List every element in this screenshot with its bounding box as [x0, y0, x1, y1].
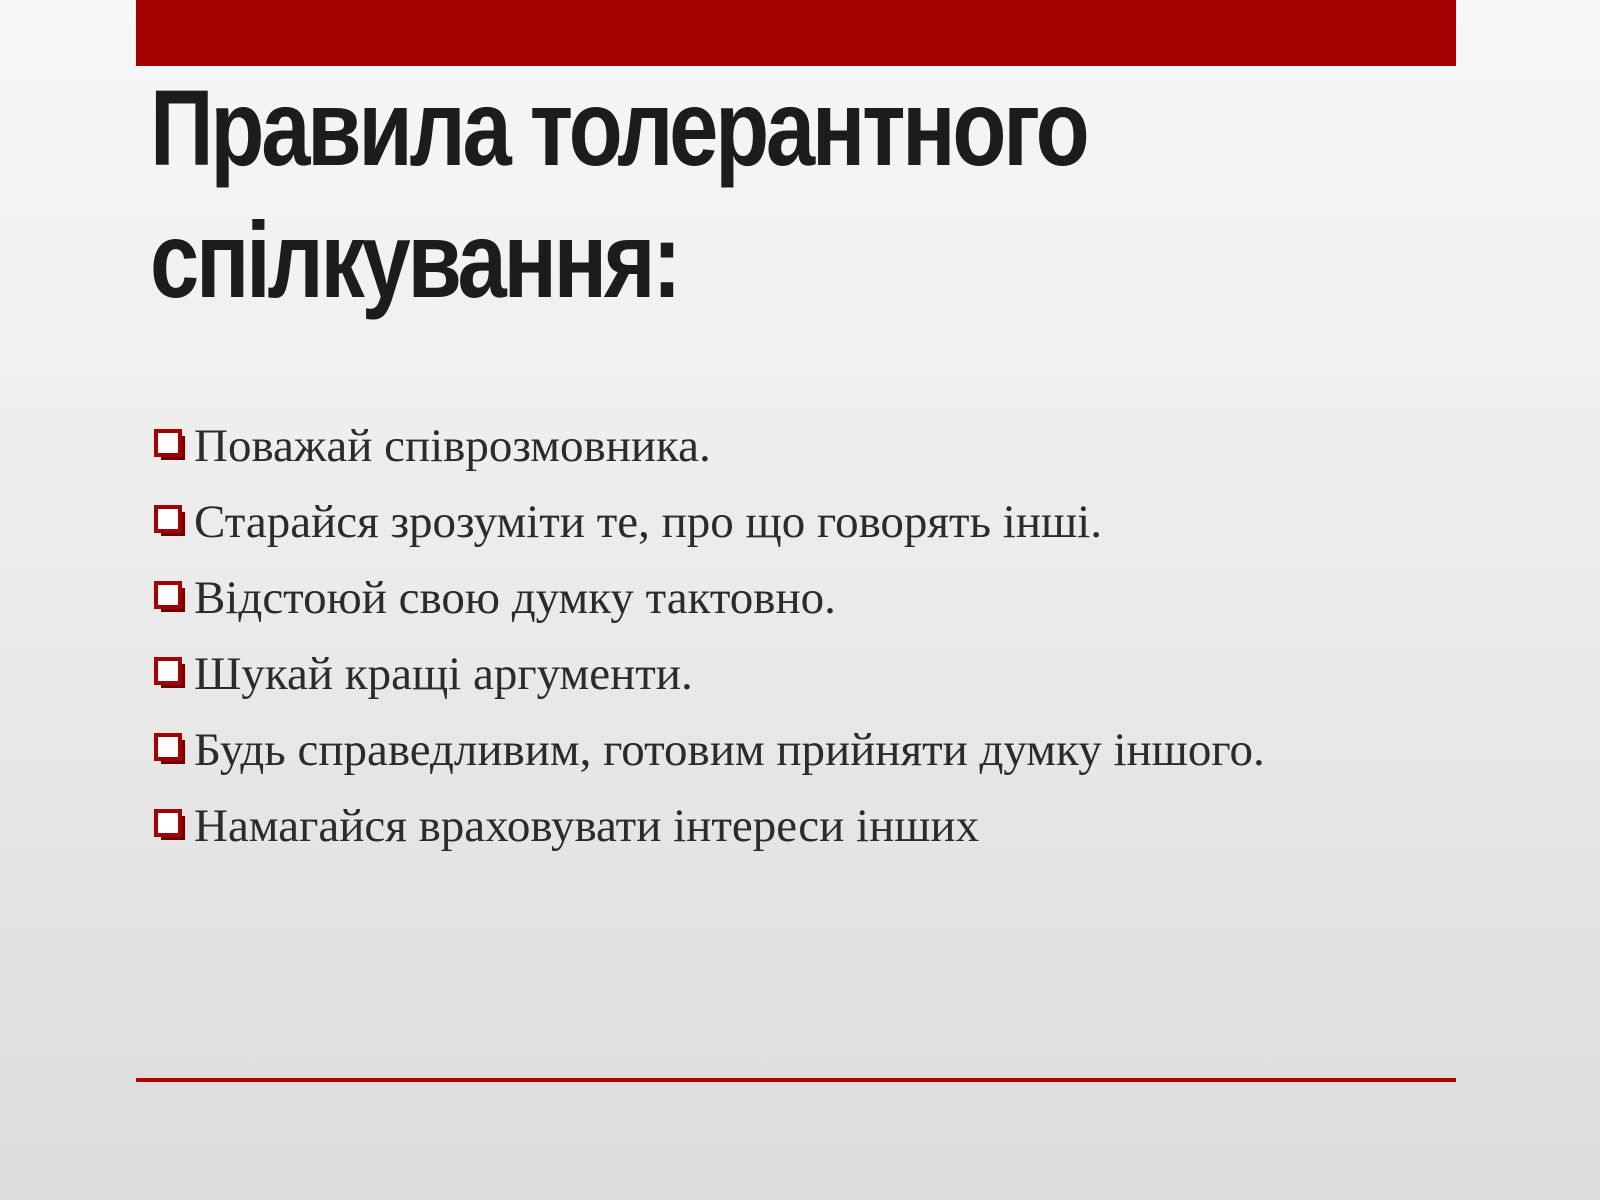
list-item — [152, 712, 1452, 788]
slide-title — [150, 62, 1216, 326]
list-item — [152, 788, 1452, 864]
bullet-text: Відстоюй свою думку тактовно. — [194, 572, 836, 624]
title-line-2: спілкування: — [150, 199, 679, 320]
list-item — [152, 636, 1452, 712]
list-item — [152, 408, 1452, 484]
bullet-text: Старайся зрозуміти те, про що говорять інші. — [194, 496, 1102, 548]
bullet-text: Поважай співрозмовника. — [194, 420, 711, 472]
top-accent-bar — [136, 0, 1456, 66]
list-item — [152, 560, 1452, 636]
checkbox-square-icon — [152, 730, 192, 770]
checkbox-square-icon — [152, 426, 192, 466]
bullet-text: Намагайся враховувати інтереси інших — [194, 800, 980, 852]
checkbox-square-icon — [152, 578, 192, 618]
checkbox-square-icon — [152, 654, 192, 694]
bullet-text: Будь справедливим, готовим прийняти думку іншого. — [194, 724, 1265, 776]
checkbox-square-icon — [152, 502, 192, 542]
bottom-divider — [136, 1078, 1456, 1082]
title-line-1: Правила толерантного — [150, 67, 1087, 188]
checkbox-square-icon — [152, 806, 192, 846]
bullet-text: Шукай кращі аргументи. — [194, 648, 693, 700]
list-item — [152, 484, 1452, 560]
bullet-list — [152, 408, 1452, 864]
